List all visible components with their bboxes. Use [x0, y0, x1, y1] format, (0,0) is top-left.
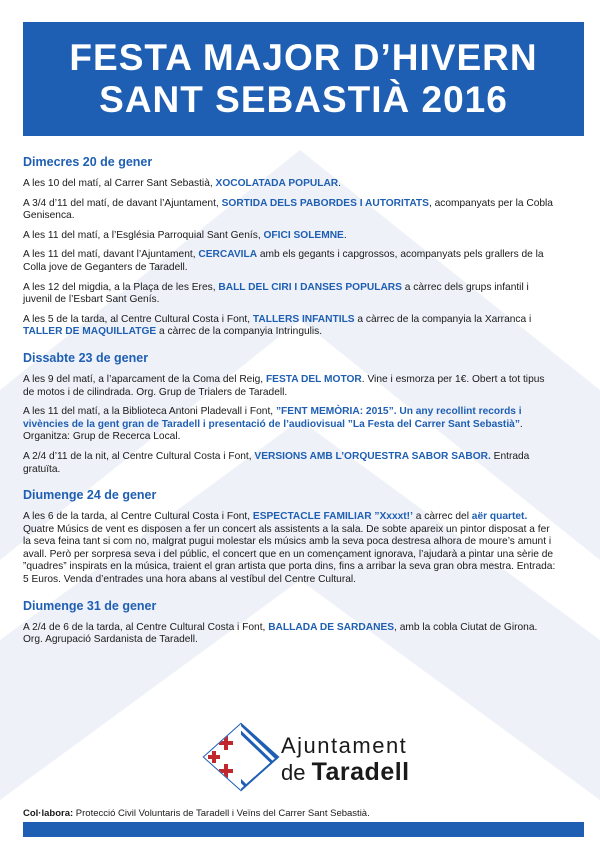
- program-day-section: [23, 155, 558, 339]
- event-text: A les 9 del matí, a l’aparcament de la Coma del Reig,: [23, 373, 266, 385]
- event-text: amb els gegants i capgrossos, acompanyats pels grallers de la Colla jove de Geganters de Taradell.: [23, 249, 544, 273]
- program-day-section: [23, 351, 558, 476]
- event-highlight: BALL DEL CIRI I DANSES POPULARS: [218, 281, 402, 293]
- day-heading: Diumenge 31 de gener: [23, 598, 157, 613]
- event-text: A les 5 de la tarda, al Centre Cultural Costa i Font,: [23, 313, 253, 325]
- day-heading: Dissabte 23 de gener: [23, 350, 149, 365]
- event-highlight: CERCAVILA: [198, 249, 258, 261]
- event-text: A les 11 del matí, a l’Església Parroquial Sant Genís,: [23, 229, 264, 241]
- event-entry: [23, 314, 558, 339]
- footer-bar: [23, 822, 584, 837]
- collaborators-label: Col·labora:: [23, 808, 74, 819]
- event-text: . Vine i esmorza per 1€. Obert a tot tipus de motos i de cilindrada. Org. Grup de Trialers de Taradell.: [23, 373, 545, 398]
- event-entry: [23, 249, 558, 274]
- event-highlight: SORTIDA DELS PABORDES I AUTORITATS: [221, 197, 429, 209]
- logo-line-taradell: [281, 759, 410, 786]
- event-text: , amb la cobla Ciutat de Girona. Org. Agrupació Sardanista de Taradell.: [23, 621, 538, 646]
- event-text: a càrrec de la companyia la Xarranca i: [354, 313, 532, 325]
- event-entry: [23, 622, 558, 647]
- header-title-line-2: SANT SEBASTIÀ 2016: [99, 79, 508, 120]
- header-title-line-1: FESTA MAJOR D’HIVERN: [69, 37, 538, 78]
- event-text: A les 12 del migdia, a la Plaça de les Eres,: [23, 281, 219, 293]
- event-text: A 3/4 d’11 del matí, de davant l’Ajuntament,: [23, 197, 222, 209]
- logo-line-ajuntament: Ajuntament: [281, 733, 408, 758]
- event-entry: [23, 230, 558, 243]
- event-text: . Organitza: Grup de Recerca Local.: [23, 418, 523, 443]
- event-highlight: ”FENT MEMÒRIA: 2015”. Un any recollint records i vivències de la gent gran de Taradell i presentació de l’audiovisual ”La Festa del Carrer Sant Sebastià”: [23, 406, 522, 430]
- event-highlight: aër quartet.: [471, 511, 528, 523]
- event-text: a càrrec de la companyia Intringulis.: [156, 326, 323, 338]
- logo-prefix: de: [281, 760, 306, 785]
- event-highlight: ESPECTACLE FAMILIAR ”Xxxxt!’: [252, 511, 413, 523]
- event-text: a càrrec del: [412, 511, 472, 523]
- collaborators-note: [23, 808, 370, 819]
- event-text: A les 10 del matí, al Carrer Sant Sebastià,: [23, 178, 216, 189]
- program-day-section: [23, 488, 558, 587]
- day-heading: Diumenge 24 de gener: [23, 488, 157, 503]
- event-entry: [23, 406, 558, 444]
- event-text: a càrrec dels grups infantil i juvenil de l’Esbart Sant Genís.: [23, 281, 529, 306]
- event-highlight: TALLER DE MAQUILLATGE: [23, 326, 157, 338]
- event-text: Entrada gratuïta.: [23, 450, 530, 475]
- event-highlight: TALLERS INFANTILS: [252, 313, 355, 325]
- event-highlight: BALLADA DE SARDANES: [268, 621, 395, 633]
- program-content: [23, 155, 558, 659]
- event-highlight: XOCOLATADA POPULAR: [215, 178, 339, 189]
- event-entry: [23, 178, 558, 191]
- event-text: A 2/4 de 6 de la tarda, al Centre Cultural Costa i Font,: [23, 621, 269, 633]
- event-text: A les 6 de la tarda, al Centre Cultural Costa i Font,: [23, 511, 253, 523]
- event-text: A les 11 del matí, a la Biblioteca Antoni Pladevall i Font,: [23, 406, 276, 418]
- logo-town-name: Taradell: [311, 758, 410, 786]
- event-entry: [23, 511, 558, 587]
- event-text: , acompanyats per la Cobla Genisenca.: [23, 197, 553, 222]
- event-highlight: FESTA DEL MOTOR: [265, 373, 362, 385]
- ajuntament-logo-text: [281, 733, 410, 786]
- event-text: A 2/4 d’11 de la nit, al Centre Cultural Costa i Font,: [23, 450, 255, 462]
- event-highlight: VERSIONS AMB L’ORQUESTRA SABOR SABOR.: [254, 450, 491, 462]
- day-heading: Dimecres 20 de gener: [23, 155, 153, 169]
- event-text: A les 11 del matí, davant l’Ajuntament,: [23, 249, 199, 261]
- event-text: Quatre Músics de vent es disposen a fer un concert als assistents a la sala. De sobte apareix un pintor disposat a fer la seva feina tant si com no, malgrat pugui molestar els músics amb la seva poca destresa alhora de moure’s amunt i avall. Però per sorpresa seva i del públic, el concert que en un començament ignorava, l’ajudarà a pintar una sèrie de ”quadres” inspirats en la música, traient el gran artista que porta dins, fins a arribar la seva gran obra mestra. Entrada: 5 Euros. Venda d’entrades una hora abans al vestíbul del Centre Cultural.: [23, 523, 556, 586]
- event-text: .: [338, 178, 341, 189]
- event-highlight: OFICI SOLEMNE: [263, 229, 344, 241]
- event-entry: [23, 451, 558, 476]
- collaborators-text: Protecció Civil Voluntaris de Taradell i Veïns del Carrer Sant Sebastià.: [73, 808, 370, 819]
- program-day-section: [23, 599, 558, 647]
- event-entry: [23, 198, 558, 223]
- poster-header: [23, 22, 584, 136]
- event-text: .: [343, 229, 347, 241]
- event-entry: [23, 282, 558, 307]
- event-entry: [23, 374, 558, 399]
